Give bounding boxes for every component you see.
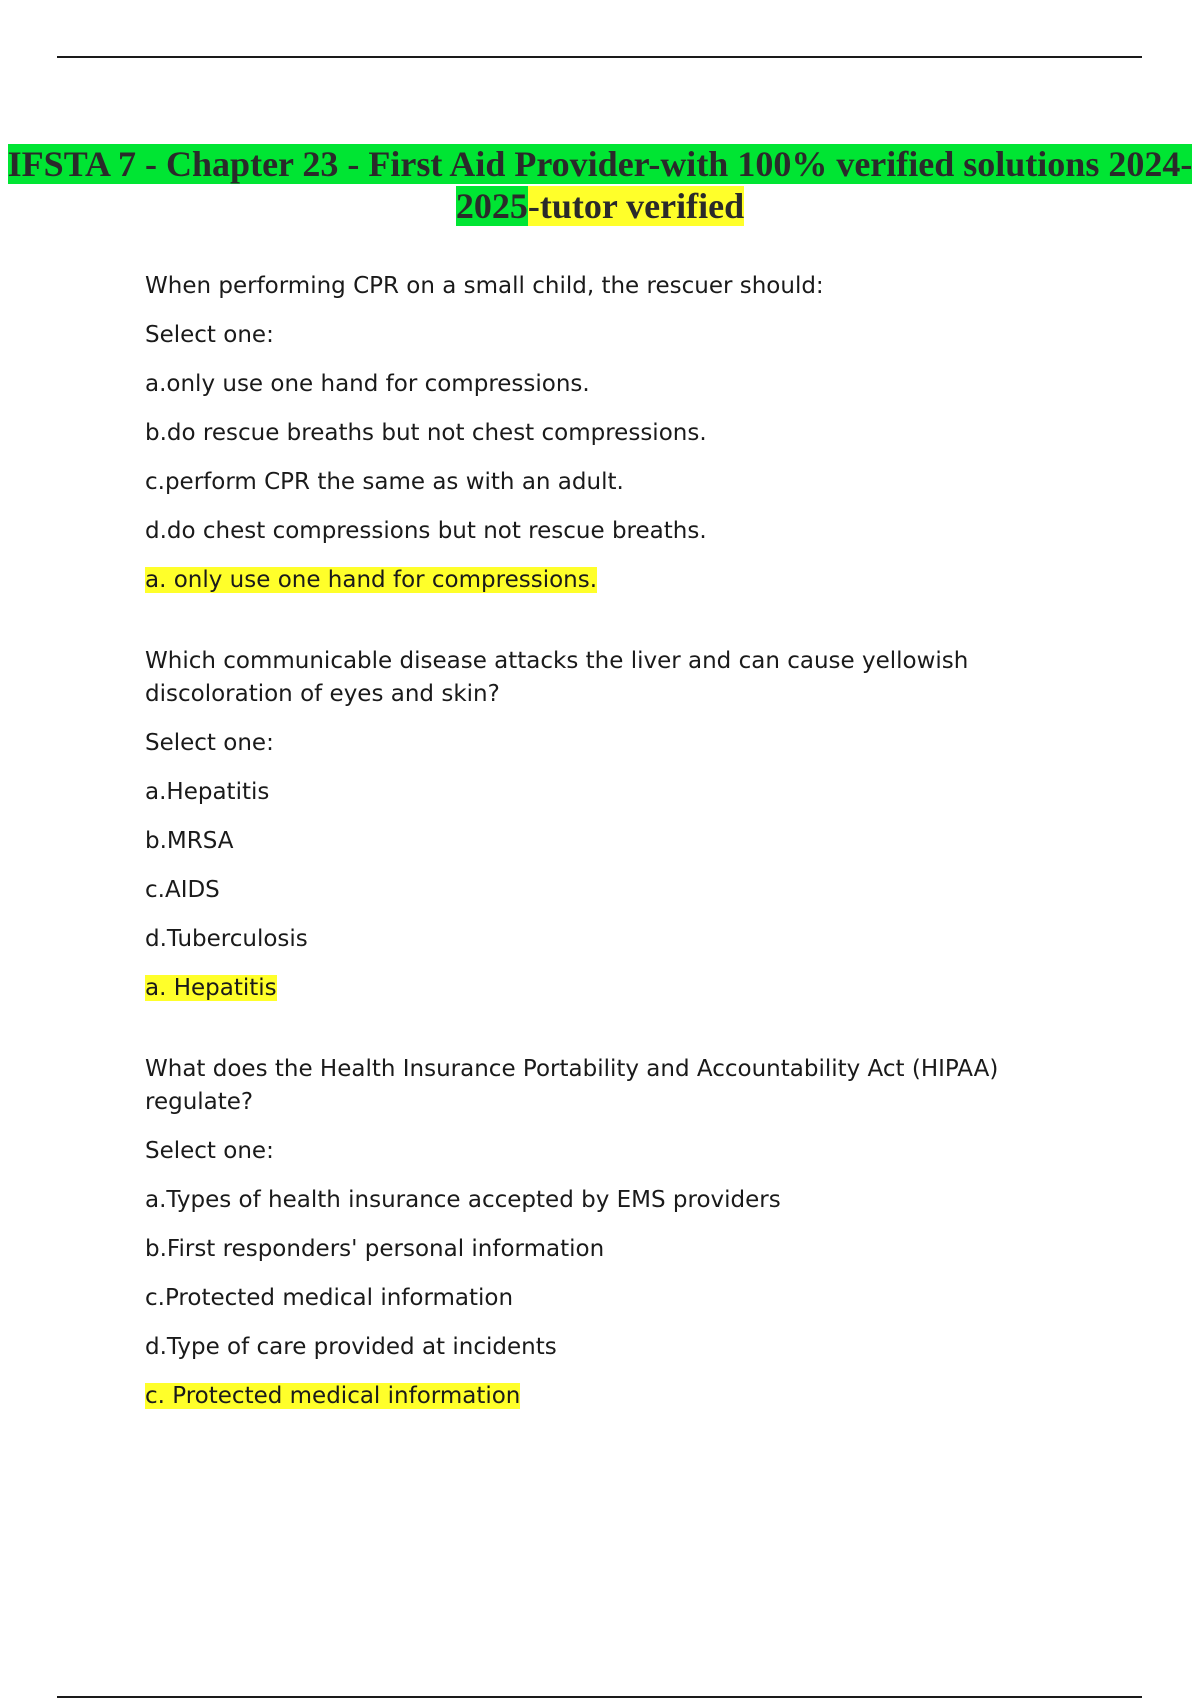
question-block-2 xyxy=(145,645,1075,1005)
question-text: Which communicable disease attacks the liver and can cause yellowish discoloration of eyes and skin? xyxy=(145,648,969,707)
option-d: d.Type of care provided at incidents xyxy=(145,1334,557,1360)
select-prompt: Select one: xyxy=(145,1138,274,1164)
document-body xyxy=(145,270,1075,1461)
option-d: d.do chest compressions but not rescue breaths. xyxy=(145,518,707,544)
option-b: b.MRSA xyxy=(145,828,234,854)
option-c: c.Protected medical information xyxy=(145,1285,514,1311)
answer-text: a. only use one hand for compressions. xyxy=(145,567,598,593)
header-rule xyxy=(57,56,1142,58)
question-block-3 xyxy=(145,1053,1075,1413)
option-a: a.Types of health insurance accepted by EMS providers xyxy=(145,1187,781,1213)
option-a: a.only use one hand for compressions. xyxy=(145,371,590,397)
answer-line xyxy=(145,972,1075,1005)
answer-text: a. Hepatitis xyxy=(145,975,277,1001)
select-prompt: Select one: xyxy=(145,730,274,756)
answer-text: c. Protected medical information xyxy=(145,1383,521,1409)
question-text: What does the Health Insurance Portability and Accountability Act (HIPAA) regulate? xyxy=(145,1056,999,1115)
option-a: a.Hepatitis xyxy=(145,779,270,805)
document-title xyxy=(0,143,1200,227)
title-suffix: -tutor verified xyxy=(527,186,745,226)
option-b: b.First responders' personal information xyxy=(145,1236,605,1262)
question-text: When performing CPR on a small child, the rescuer should: xyxy=(145,273,824,299)
title-main: IFSTA 7 - Chapter 23 - First Aid Provider-with 100% verified solutions 2024-2025 xyxy=(7,144,1193,226)
option-c: c.perform CPR the same as with an adult. xyxy=(145,469,624,495)
option-c: c.AIDS xyxy=(145,877,220,903)
answer-line xyxy=(145,564,1075,597)
option-b: b.do rescue breaths but not chest compressions. xyxy=(145,420,707,446)
question-block-1 xyxy=(145,270,1075,597)
option-d: d.Tuberculosis xyxy=(145,926,308,952)
footer-rule xyxy=(57,1696,1142,1698)
select-prompt: Select one: xyxy=(145,322,274,348)
answer-line xyxy=(145,1380,1075,1413)
